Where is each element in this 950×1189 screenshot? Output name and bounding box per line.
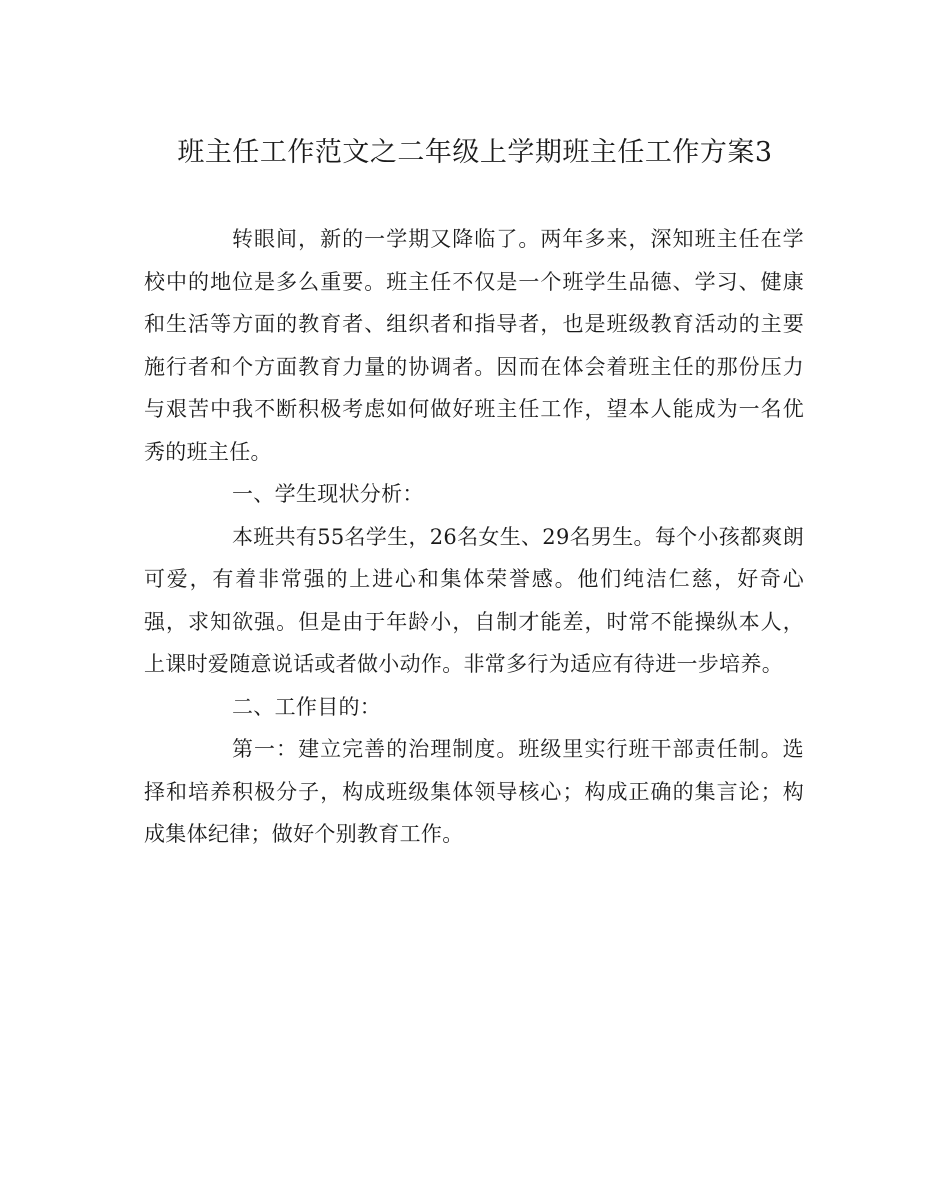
section-heading-student-analysis: 一、学生现状分析： [232, 482, 424, 506]
paragraph-intro: 转眼间，新的一学期又降临了。两年多来，深知班主任在学校中的地位是多么重要。班主任不仅是一个班学生品德、学习、健康和生活等方面的教育者、组织者和指导者，也是班级教育活动的主要施行者和个方面教育力量的协调者。因而在体会着班主任的那份压力与艰苦中我不断积极考虑如何做好班主任工作，望本人能成为一名优秀的班主任。 [144, 227, 804, 464]
paragraph-student-analysis: 本班共有55名学生，26名女生、29名男生。每个小孩都爽朗可爱，有着非常强的上进心和集体荣誉感。他们纯洁仁慈，好奇心强，求知欲强。但是由于年龄小，自制才能差，时常不能操纵本人，上课时爱随意说话或者做小动作。非常多行为适应有待进一步培养。 [144, 524, 804, 676]
section-heading-work-goals: 二、工作目的： [232, 694, 382, 719]
document-title: 班主任工作范文之二年级上学期班主任工作方案3 [177, 137, 773, 168]
paragraph-work-goals: 第一：建立完善的治理制度。班级里实行班干部责任制。选择和培养积极分子，构成班级集体领导核心；构成正确的集言论；构成集体纪律；做好个别教育工作。 [144, 737, 804, 846]
document-body [144, 218, 804, 856]
